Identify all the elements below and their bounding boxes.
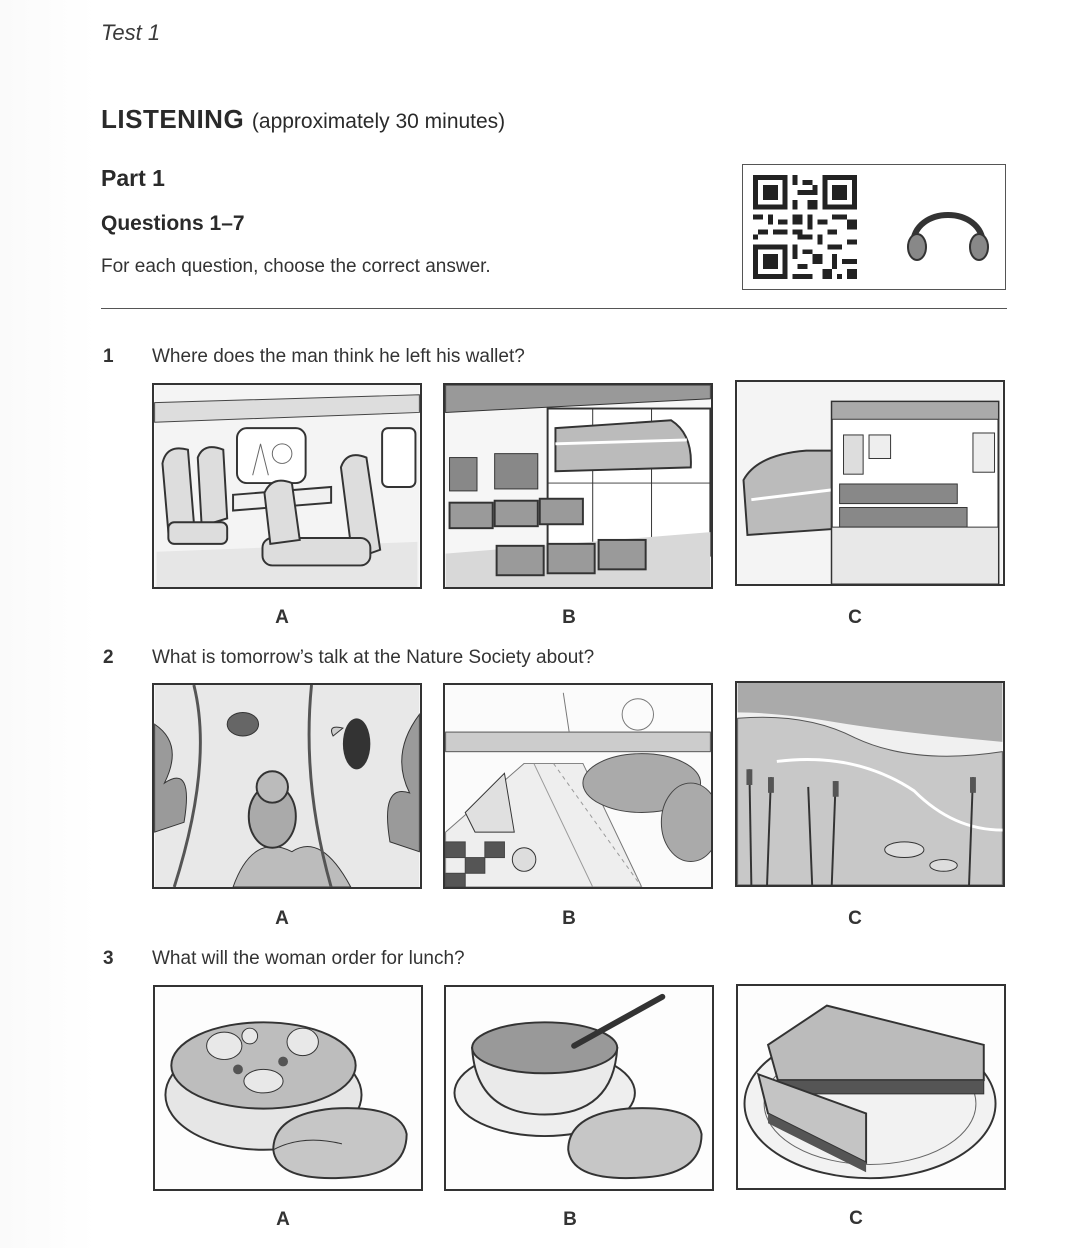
section-title xyxy=(101,104,505,135)
option-image-sandwich[interactable] xyxy=(736,984,1006,1190)
option-image-lake-wetland[interactable] xyxy=(735,681,1005,887)
option-label-a: A xyxy=(276,1209,290,1230)
question-text: What is tomorrow’s talk at the Nature Society about? xyxy=(152,647,595,668)
option-image-rainforest[interactable] xyxy=(152,683,422,889)
section-subtitle: (approximately 30 minutes) xyxy=(251,110,506,133)
option-label-a: A xyxy=(275,908,289,929)
question-number: 2 xyxy=(103,647,114,668)
question-text: What will the woman order for lunch? xyxy=(152,948,465,969)
option-label-c: C xyxy=(848,607,862,628)
section-title-text: LISTENING xyxy=(101,104,245,134)
option-label-c: C xyxy=(849,1208,863,1229)
audio-box[interactable] xyxy=(742,164,1006,290)
option-image-station-waiting-room[interactable] xyxy=(443,383,713,589)
qr-code-icon[interactable] xyxy=(753,175,857,279)
question-number: 1 xyxy=(103,346,114,367)
option-image-train-interior[interactable] xyxy=(152,383,422,589)
option-label-b: B xyxy=(563,1209,577,1230)
option-label-b: B xyxy=(562,607,576,628)
option-image-salad-and-bread[interactable] xyxy=(153,985,423,1191)
section-divider xyxy=(101,308,1007,309)
questions-range: Questions 1–7 xyxy=(101,212,245,235)
option-label-b: B xyxy=(562,908,576,929)
part-title: Part 1 xyxy=(101,165,165,191)
option-image-soup-and-bread[interactable] xyxy=(444,985,714,1191)
test-label: Test 1 xyxy=(101,20,161,45)
page-margin-shade xyxy=(0,0,96,1248)
instruction-text: For each question, choose the correct answer. xyxy=(101,256,491,277)
question-text: Where does the man think he left his wallet? xyxy=(152,346,525,367)
option-label-a: A xyxy=(275,607,289,628)
option-image-garden[interactable] xyxy=(443,683,713,889)
question-number: 3 xyxy=(103,948,114,969)
option-label-c: C xyxy=(848,908,862,929)
option-image-station-kiosk[interactable] xyxy=(735,380,1005,586)
headphones-icon xyxy=(903,189,993,269)
